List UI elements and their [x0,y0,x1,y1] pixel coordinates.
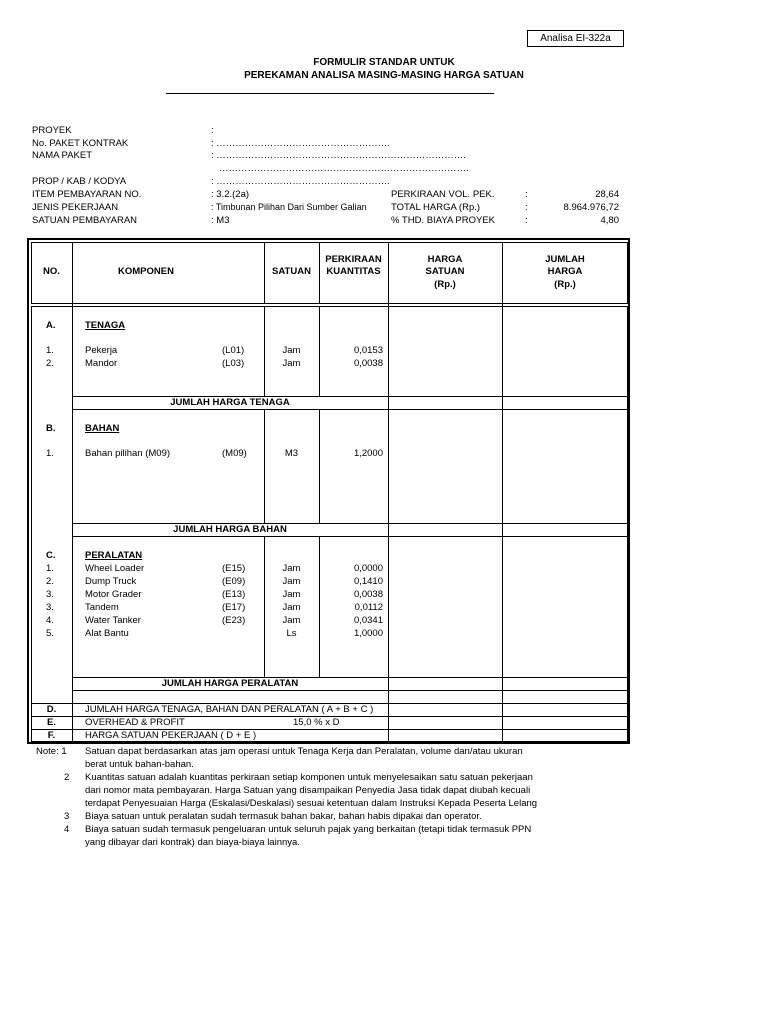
summary-e-text: OVERHEAD & PROFIT [85,717,185,728]
persen-label: % THD. BIAYA PROYEK [391,215,496,226]
section-c-row-name: Water Tanker [85,615,141,626]
form-title-line2: PEREKAMAN ANALISA MASING-MASING HARGA SATUAN [244,70,524,81]
item-value: : 3.2.(2a) [211,189,250,200]
jenis-value: : Timbunan Pilihan Dari Sumber Galian [211,202,367,212]
note-1a: Satuan dapat berdasarkan atas jam operasi untuk Tenaga Kerja dan Peralatan, volume dan/atau ukuran [85,746,523,757]
proyek-label: PROYEK [32,125,72,136]
section-c-row-code: (E09) [222,576,246,587]
section-a-row-code: (L03) [222,358,245,369]
section-c-row-name: Wheel Loader [85,563,145,574]
header-jumlah-harga: HARGA [547,266,583,277]
section-b-row-code: (M09) [222,448,247,459]
section-c-row-no: 4. [46,615,54,626]
paket-kontrak-label: No. PAKET KONTRAK [32,138,129,149]
row-line-tenaga-bottom [72,409,628,410]
section-c-row-qty: 0,0112 [354,602,383,613]
vol-label: PERKIRAAN VOL. PEK. [391,189,495,200]
note-4a: Biaya satuan sudah termasuk pengeluaran untuk seluruh pajak yang berkaitan (tetapi tidak termasuk PPN [85,824,532,835]
section-a-total: JUMLAH HARGA TENAGA [170,397,290,408]
section-c-row-unit: Jam [282,576,301,587]
prop-label: PROP / KAB / KODYA [32,176,127,187]
section-a-row-no: 1. [46,345,54,356]
header-satuan: SATUAN [272,266,311,277]
header-kuantitas: KUANTITAS [326,266,381,277]
section-c-row-unit: Ls [286,628,297,639]
summary-e-no: E. [47,717,56,728]
note-2-no: 2 [64,772,70,783]
section-a-row-name: Mandor [85,358,118,369]
nama-paket-value: : ……………………………………………………………………. [211,150,466,161]
prop-value: : ………………………………………………. [211,176,390,187]
col-line-no [72,242,73,742]
item-label: ITEM PEMBAYARAN NO. [32,189,142,200]
form-title-line1: FORMULIR STANDAR UNTUK [313,57,455,68]
nama-paket-value2: ……………………………………………………………………. [219,163,469,174]
section-c-row-name: Dump Truck [85,576,137,587]
note-3-no: 3 [64,811,70,822]
note-4b: yang dibayar dari kontrak) dan biaya-biaya lainnya. [85,837,300,848]
analysis-code: Analisa EI-322a [527,30,624,47]
jenis-label: JENIS PEKERJAAN [32,202,119,213]
vol-value: 28,64 [595,189,619,200]
nama-paket-label: NAMA PAKET [32,150,93,161]
col-line-kuantitas [388,242,389,742]
summary-f-no: F. [47,730,56,741]
row-line-alat-bottom [72,690,628,691]
satuan-label: SATUAN PEMBAYARAN [32,215,138,226]
section-c-row-unit: Jam [282,589,301,600]
section-b-total: JUMLAH HARGA BAHAN [173,524,287,535]
vol-colon: : [525,189,528,200]
header-harga-rp: (Rp.) [434,279,456,290]
title-underline [166,93,494,94]
section-c-row-unit: Jam [282,602,301,613]
section-a-title: TENAGA [85,320,126,331]
section-b-row-qty: 1,2000 [353,448,383,459]
header-jumlah: JUMLAH [545,254,585,265]
total-value: 8.964.976,72 [563,202,619,213]
section-b-title: BAHAN [85,423,120,434]
section-a-row-no: 2. [46,358,54,369]
note-2c: terdapat Penyesuaian Harga (Eskalasi/Deskalasi) sesuai ketentuan dalam Instruksi Kepada Peserta Lelang [85,798,538,809]
note-1b: berat untuk bahan-bahan. [85,759,194,770]
section-c-row-qty: 0,0000 [353,563,383,574]
section-c-row-qty: 0,0038 [353,589,383,600]
section-c-row-qty: 0,0341 [353,615,383,626]
total-colon: : [525,202,528,213]
section-c-row-unit: Jam [282,563,301,574]
persen-value: 4,80 [600,215,619,226]
section-b-no: B. [46,423,56,434]
col-line-komponen-b [264,410,265,523]
section-c-row-qty: 0,1410 [353,576,383,587]
header-harga-satuan: SATUAN [425,266,465,277]
header-no: NO. [43,266,60,277]
section-c-row-name: Tandem [85,602,119,613]
section-c-total: JUMLAH HARGA PERALATAN [161,678,299,689]
summary-d-text: JUMLAH HARGA TENAGA, BAHAN DAN PERALATAN ( A + B + C ) [85,704,374,715]
section-c-row-code: (E13) [222,589,246,600]
note-4-no: 4 [64,824,70,835]
section-c-row-no: 3. [46,602,54,613]
summary-d-no: D. [46,704,57,715]
header-harga: HARGA [427,254,463,265]
section-a-row-name: Pekerja [85,345,118,356]
section-c-row-code: (E23) [222,615,246,626]
satuan-value: : M3 [211,215,230,226]
section-c-row-no: 3. [46,589,54,600]
header-komponen: KOMPONEN [118,266,174,277]
section-c-row-no: 1. [46,563,54,574]
summary-f-text: HARGA SATUAN PEKERJAAN ( D + E ) [85,730,257,741]
section-a-row-qty: 0,0038 [353,358,383,369]
summary-e-formula: 15,0 % x D [293,717,340,728]
note-3: Biaya satuan untuk peralatan sudah termasuk bahan bakar, bahan habis dipakai dan operator. [85,811,482,822]
section-c-row-no: 5. [46,628,54,639]
section-b-row-unit: M3 [284,448,299,459]
col-line-satuan-b [319,410,320,523]
proyek-value: : [211,125,214,136]
section-c-row-qty: 1,0000 [353,628,383,639]
total-label: TOTAL HARGA (Rp.) [391,202,481,213]
section-c-row-name: Motor Grader [85,589,142,600]
section-b-row-no: 1. [46,448,54,459]
section-c-row-code: (E15) [222,563,246,574]
persen-colon: : [525,215,528,226]
section-c-no: C. [46,550,56,561]
section-c-row-no: 2. [46,576,54,587]
section-c-title: PERALATAN [85,550,143,561]
section-c-row-name: Alat Bantu [85,628,129,639]
section-a-row-unit: Jam [282,358,301,369]
header-jumlah-rp: (Rp.) [554,279,576,290]
notes-label: Note: 1 [36,746,67,757]
section-a-row-unit: Jam [282,345,301,356]
section-a-row-code: (L01) [222,345,245,356]
section-a-no: A. [46,320,56,331]
row-line-bahan-bottom [72,536,628,537]
section-c-row-unit: Jam [282,615,301,626]
note-2b: dari nomor mata pembayaran. Harga Satuan yang disampaikan Penyedia Jasa tidak dapat diubah kecuali [85,785,531,796]
paket-kontrak-value: : ………………………………………………. [211,138,390,149]
note-2a: Kuantitas satuan adalah kuantitas perkiraan setiap komponen untuk menyelesaikan satu satuan pekerjaan [85,772,533,783]
col-line-harga [502,242,503,742]
header-perkiraan: PERKIRAAN [325,254,382,265]
section-b-row-name: Bahan pilihan (M09) [85,448,171,459]
section-a-row-qty: 0,0153 [353,345,383,356]
section-c-row-code: (E17) [222,602,246,613]
